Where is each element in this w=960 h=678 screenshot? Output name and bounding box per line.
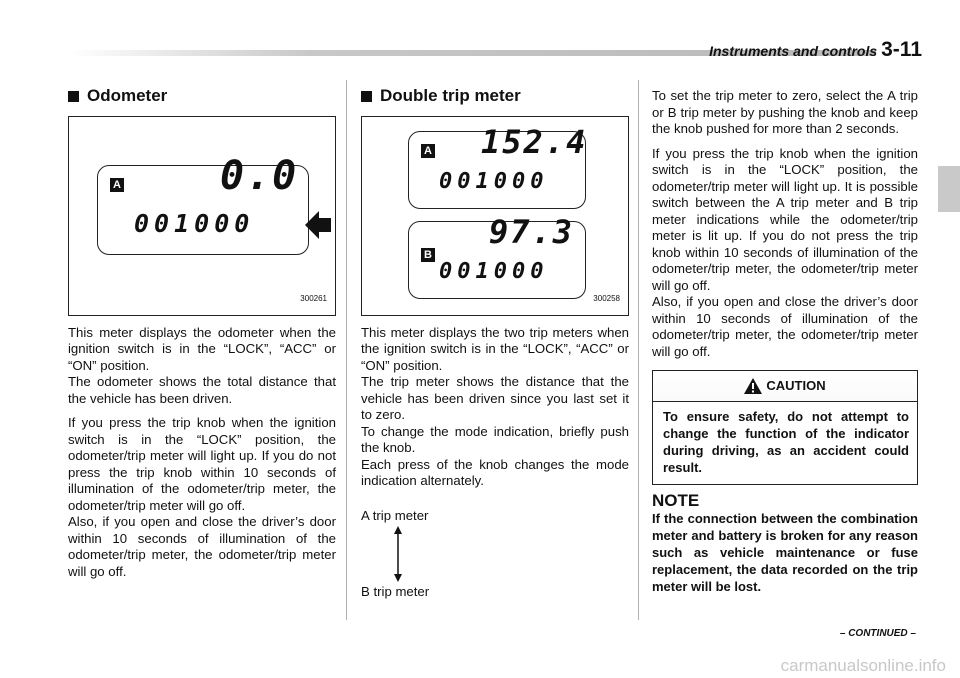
paragraph: Each press of the knob changes the mode indication alternately.	[361, 456, 629, 488]
paragraph: The trip meter shows the distance that the vehicle has been driven since you last set it to zero.	[361, 374, 629, 422]
paragraph: Also, if you open and close the driver’s door within 10 seconds of illumination of the odometer/trip meter, the odometer/trip meter will go off.	[652, 294, 918, 359]
odometer-reading: 001000	[134, 208, 255, 238]
paragraph: To set the trip meter to zero, select the A trip or B trip meter by pushing the knob and keep the knob pushed for more than 2 seconds.	[652, 88, 918, 136]
chapter-tab	[938, 166, 960, 212]
caution-header	[653, 371, 917, 402]
section-heading: Odometer	[68, 88, 336, 105]
trip-a-reading: 152.4	[481, 122, 588, 161]
paragraph: Also, if you open and close the driver’s door within 10 seconds of illumination of the odometer/trip meter, the odometer/trip meter will go off.	[68, 514, 336, 579]
trip-a-display-panel	[408, 122, 588, 209]
paragraph: To change the mode indication, briefly push the knob.	[361, 423, 629, 455]
column-odometer	[68, 88, 336, 588]
toggle-bottom-label: B trip meter	[361, 583, 430, 599]
mode-toggle-diagram	[361, 508, 629, 598]
section-title: Instruments and controls	[709, 43, 878, 59]
bullet-square-icon	[361, 91, 372, 102]
figure-code: 300261	[300, 294, 327, 303]
arrow-pointer-icon	[305, 207, 333, 243]
trip-a-badge: A	[110, 178, 124, 192]
caution-text: To ensure safety, do not attempt to change the function of the indicator during driving, as an accident could result.	[663, 409, 909, 475]
note-text: If the connection between the combination meter and battery is broken for any reason such as vehicle maintenance or fuse replacement, the data recorded on the trip meter will be lost.	[652, 510, 918, 594]
trip-b-reading: 97.3	[489, 212, 575, 251]
page-number: 3-11	[881, 38, 922, 61]
trip-a-badge: A	[421, 144, 435, 158]
note-title: NOTE	[652, 491, 700, 510]
watermark: carmanualsonline.info	[780, 656, 946, 675]
section-heading: Double trip meter	[361, 88, 629, 105]
trip-b-display-panel	[408, 212, 586, 299]
trip-b-odometer: 001000	[439, 258, 549, 284]
double-arrow-icon	[391, 526, 405, 582]
figure-code: 300258	[593, 294, 620, 303]
odometer-display-panel	[97, 152, 309, 255]
caution-title: CAUTION	[766, 377, 826, 393]
paragraph: This meter displays the odometer when the ignition switch is in the “LOCK”, “ACC” or “ON” position.	[68, 324, 336, 373]
paragraph: If you press the trip knob when the ignition switch is in the “LOCK” position, the odometer/trip meter will light up. It is possible switch between the A trip meter and B trip meter indications while the odometer/trip meter is lit up. If you do not press the trip knob within 10 seconds of illumination of the odometer/trip meter, the odometer/trip meter will go off.	[652, 145, 918, 293]
double-trip-figure	[361, 116, 629, 316]
bullet-square-icon	[68, 91, 79, 102]
caution-box	[652, 370, 918, 485]
column-divider	[638, 80, 639, 620]
running-header	[709, 38, 922, 62]
paragraph: This meter displays the two trip meters when the ignition switch is in the “LOCK”, “ACC” or “ON” position.	[361, 324, 629, 373]
toggle-top-label: A trip meter	[361, 507, 429, 523]
paragraph: If you press the trip knob when the ignition switch is in the “LOCK” position, the odometer/trip meter will light up. If you do not press the trip knob within 10 seconds of illumination of the odometer/trip meter, the odometer/trip meter will go off.	[68, 415, 336, 513]
continued-marker: – CONTINUED –	[839, 628, 916, 639]
trip-reading: 0.0	[220, 152, 299, 199]
warning-triangle-icon	[744, 378, 762, 394]
trip-a-odometer: 001000	[439, 168, 549, 194]
column-continued	[652, 88, 918, 595]
column-divider	[346, 80, 347, 620]
column-double-trip	[361, 88, 629, 598]
trip-b-badge: B	[421, 248, 435, 262]
paragraph: The odometer shows the total distance that the vehicle has been driven.	[68, 374, 336, 406]
odometer-figure	[68, 116, 336, 316]
